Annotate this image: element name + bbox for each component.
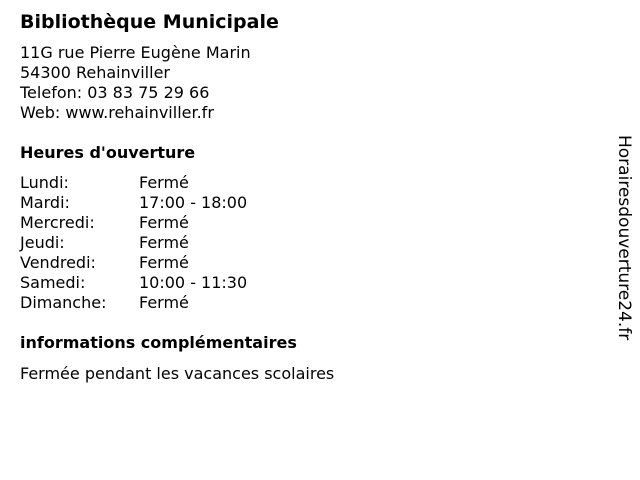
hours-value: Fermé [139,293,189,312]
hours-row-sunday [20,293,590,313]
hours-day: Vendredi: [20,253,96,272]
info-text: Fermée pendant les vacances scolaires [20,364,335,383]
hours-row-wednesday [20,213,590,233]
hours-day: Samedi: [20,273,86,292]
hours-row-friday [20,253,590,273]
address-street: 11G rue Pierre Eugène Marin [20,43,251,62]
hours-table [20,173,590,313]
hours-value: Fermé [139,233,189,252]
address-block [20,43,590,123]
hours-value: Fermé [139,173,189,192]
hours-value: 17:00 - 18:00 [139,193,248,212]
hours-day: Mardi: [20,193,70,212]
website: Web: www.rehainviller.fr [20,103,214,122]
site-watermark: Horairesdouverture24.fr [614,135,634,341]
hours-value: Fermé [139,253,189,272]
address-city: 54300 Rehainviller [20,63,170,82]
hours-day: Jeudi: [20,233,65,252]
hours-day: Mercredi: [20,213,95,232]
hours-row-tuesday [20,193,590,213]
card-content [20,10,590,384]
hours-value: Fermé [139,213,189,232]
info-heading: informations complémentaires [20,333,297,352]
hours-row-thursday [20,233,590,253]
hours-row-saturday [20,273,590,293]
hours-value: 10:00 - 11:30 [139,273,248,292]
hours-day: Lundi: [20,173,69,192]
hours-day: Dimanche: [20,293,107,312]
hours-row-monday [20,173,590,193]
library-name: Bibliothèque Municipale [20,11,279,33]
phone-number: Telefon: 03 83 75 29 66 [20,83,210,102]
hours-heading: Heures d'ouverture [20,143,196,162]
